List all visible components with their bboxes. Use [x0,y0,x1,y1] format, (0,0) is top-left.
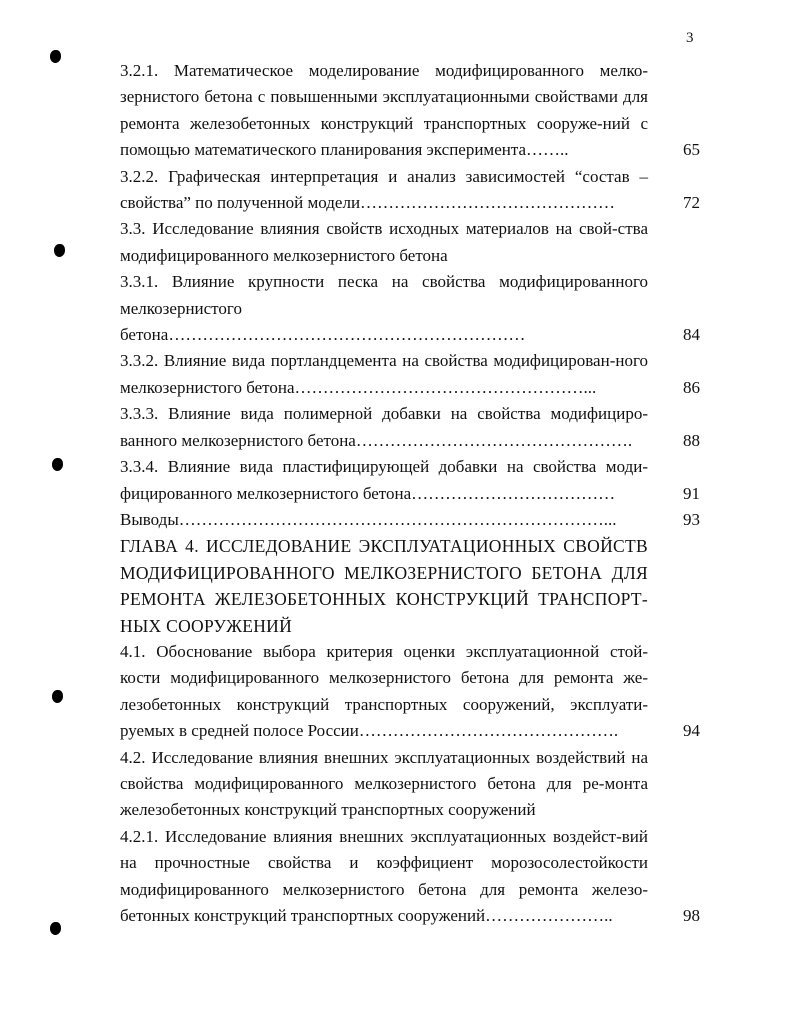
toc-entry-page: 88 [683,430,700,450]
toc-entry [120,216,700,269]
toc-entry-page: 93 [683,509,700,529]
toc-entry-text: 3.3.2. Влияние вида портландцемента на свойства модифицирован-ного мелкозернистого бетона……………………………………………... [120,351,648,397]
toc-entry-text: ГЛАВА 4. ИССЛЕДОВАНИЕ ЭКСПЛУАТАЦИОННЫХ СВОЙСТВ МОДИФИЦИРОВАННОГО МЕЛКОЗЕРНИСТОГО БЕТОНА ДЛЯ РЕМОНТА ЖЕЛЕЗОБЕТОННЫХ КОНСТРУКЦИЙ ТРАНСПОРТ-НЫХ СООРУЖЕНИЙ [120,536,648,636]
toc-entry [120,348,700,401]
toc-entry-text: 3.3. Исследование влияния свойств исходных материалов на свой-ства модифицированного мелкозернистого бетона [120,219,648,265]
toc-entry-text: 3.3.3. Влияние вида полимерной добавки на свойства модифициро-ванного мелкозернистого бетона…………………………………………. [120,404,648,450]
toc-entry-text: 4.2.1. Исследование влияния внешних эксплуатационных воздейст-вий на прочностные свойства и коэффициент морозосолестойкости модифицированного мелкозернистого бетона для ремонта железо-бетонных конструкций транспортных сооружений………………….. [120,826,648,925]
toc-entry-text: 4.2. Исследование влияния внешних эксплуатационных воздействий на свойства модифицированного мелкозернистого бетона для ре-монта железобетонных конструкций транспортных сооружений [120,747,648,820]
table-of-contents [120,58,700,929]
toc-entry [120,639,700,745]
toc-chapter-heading [120,533,700,639]
toc-entry-page: 65 [683,140,700,160]
toc-entry-page: 94 [683,721,700,741]
toc-entry-text: 4.1. Обоснование выбора критерия оценки эксплуатационной стой-кости модифицированного мелкозернистого бетона для ремонта же-лезобетонных конструкций транспортных сооружений, эксплуати-руемых в средней полосе России………………………………………. [120,641,648,741]
page-number: 3 [686,30,694,46]
toc-entry-text: Выводы…………………………………………………………………... [120,509,617,529]
toc-entry-text: 3.2.1. Математическое моделирование модифицированного мелко-зернистого бетона с повышенными эксплуатационными свойствами для ремонта железобетонных конструкций транспортных сооруже-ний с помощью математического планирования эксперимента…….. [120,61,648,160]
toc-entry-page: 72 [683,193,700,213]
toc-entry [120,745,700,824]
toc-entry [120,58,700,164]
toc-entry [120,454,700,507]
toc-entry-text: 3.2.2. Графическая интерпретация и анализ зависимостей “состав – свойства” по полученной модели……………………………………… [120,166,648,213]
toc-entry [120,164,700,217]
punch-hole-mark [52,458,63,471]
toc-entry [120,401,700,454]
toc-entry [120,507,700,533]
toc-entry-page: 84 [683,325,700,345]
punch-hole-mark [52,690,63,703]
toc-entry-text: 3.3.4. Влияние вида пластифицирующей добавки на свойства моди-фицированного мелкозернистого бетона……………………………… [120,457,648,503]
punch-hole-mark [54,244,65,257]
punch-hole-mark [50,922,61,935]
punch-hole-mark [50,50,61,63]
toc-entry-page: 98 [683,906,700,925]
toc-entry-page: 91 [683,483,700,503]
toc-entry-page: 86 [683,377,700,397]
toc-entry-text: 3.3.1. Влияние крупности песка на свойства модифицированного мелкозернистого бетона……………………………………………………… [120,272,648,345]
toc-entry [120,269,700,348]
toc-entry [120,824,700,930]
